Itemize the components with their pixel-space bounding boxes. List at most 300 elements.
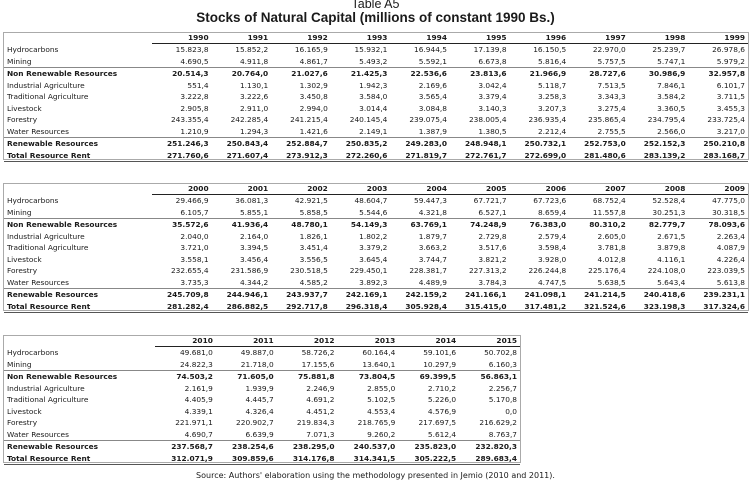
table-cell: 4.445,7	[245, 395, 274, 404]
row-label: Renewable Resources	[4, 138, 152, 150]
row-label: Forestry	[7, 418, 38, 427]
table-cell: 242.169,1	[331, 289, 391, 301]
table-cell: 5.979,2	[716, 56, 745, 66]
table-row-hydrocarbons	[4, 195, 748, 207]
table-cell: 60.164,4	[362, 348, 396, 357]
table-cell: 28.727,6	[569, 68, 629, 80]
table-row-forestry	[4, 265, 748, 277]
table-cell: 82.779,7	[629, 219, 689, 231]
table-cell: 32.957,8	[688, 68, 748, 80]
table-cell: 243.937,7	[271, 289, 331, 301]
table-cell: 238.295,0	[277, 441, 338, 453]
table-cell: 283.139,2	[629, 150, 689, 162]
row-label: Traditional Agriculture	[7, 92, 89, 101]
table-cell: 30.318,5	[712, 207, 745, 217]
table-cell: 551,4	[187, 80, 209, 90]
table-cell: 230.518,5	[290, 266, 328, 275]
table-row-forestry	[4, 417, 520, 429]
table-cell: 7.071,3	[306, 429, 335, 439]
table-cell: 52.528,4	[652, 196, 686, 205]
table-cell: 223.039,5	[707, 266, 745, 275]
table-cell: 30.986,9	[629, 68, 689, 80]
table-cell: 236.935,4	[528, 115, 567, 124]
table-cell: 3.598,4	[537, 243, 567, 252]
row-label: Industrial Agriculture	[7, 80, 85, 90]
header-corner	[4, 184, 152, 195]
header-row	[4, 33, 748, 44]
table-cell: 5.226,0	[427, 395, 457, 404]
year-header: 1996	[510, 33, 570, 44]
table-cell: 2.169,6	[418, 80, 447, 90]
table-cell: 1.421,6	[299, 126, 328, 136]
year-header: 1999	[688, 33, 748, 44]
table-cell: 17.139,8	[473, 45, 507, 54]
row-label: Livestock	[7, 406, 42, 416]
table-cell: 3.042,4	[478, 80, 507, 90]
table-row-forestry	[4, 114, 748, 126]
table-cell: 4.690,5	[180, 56, 209, 66]
table-cell: 2.263,4	[716, 231, 745, 241]
row-label: Traditional Agriculture	[7, 243, 89, 252]
row-label: Total Resource Rent	[4, 453, 155, 465]
table-cell: 4.405,9	[184, 395, 213, 404]
table-cell: 35.572,6	[152, 219, 212, 231]
table-cell: 4.690,7	[184, 429, 213, 439]
row-label: Hydrocarbons	[7, 347, 59, 357]
table-cell: 74.248,9	[450, 219, 510, 231]
table-cell: 4.691,2	[306, 395, 335, 404]
table-cell: 4.116,1	[657, 254, 686, 264]
table-row-livestock	[4, 406, 520, 418]
table-cell: 30.251,3	[652, 207, 686, 217]
header-row	[4, 336, 520, 347]
table-row-industrial-agriculture	[4, 383, 520, 395]
year-header: 2000	[152, 184, 212, 195]
table-cell: 4.489,9	[418, 277, 447, 287]
row-label: Forestry	[7, 266, 38, 275]
table-row-traditional-agriculture	[4, 242, 748, 254]
table-cell: 17.155,6	[301, 359, 335, 369]
table-cell: 49.681,0	[179, 348, 213, 357]
year-header: 2009	[688, 184, 748, 195]
table-cell: 56.863,1	[459, 371, 520, 383]
table-cell: 23.813,6	[450, 68, 510, 80]
year-header: 1994	[390, 33, 450, 44]
table-cell: 29.466,9	[175, 196, 209, 205]
table-cell: 2.911,0	[239, 103, 269, 113]
table-row-traditional-agriculture	[4, 394, 520, 406]
table-cell: 3.711,5	[716, 92, 745, 101]
table-cell: 4.321,8	[418, 207, 447, 217]
table-row-mining	[4, 56, 748, 68]
year-header: 2010	[155, 336, 216, 347]
table-cell: 314.341,5	[337, 453, 398, 465]
table-row-hydrocarbons	[4, 44, 748, 56]
table-cell: 1.302,9	[299, 80, 328, 90]
table-cell: 3.456,4	[239, 254, 269, 264]
table-cell: 286.882,5	[212, 301, 272, 313]
table-cell: 241.166,1	[450, 289, 510, 301]
table-cell: 321.524,6	[569, 301, 629, 313]
table-cell: 5.638,5	[597, 277, 626, 287]
table-cell: 3.584,2	[657, 92, 686, 101]
table-row-non-renewable-resources	[4, 371, 520, 383]
row-label: Mining	[7, 207, 32, 217]
table-cell: 323.198,3	[629, 301, 689, 313]
table-cell: 242.159,2	[390, 289, 450, 301]
table-cell: 5.643,4	[657, 277, 686, 287]
row-label: Industrial Agriculture	[7, 383, 85, 393]
table-cell: 3.207,3	[537, 103, 567, 113]
table-cell: 6.639,9	[245, 429, 274, 439]
table-cell: 238.254,6	[216, 441, 277, 453]
year-header: 1993	[331, 33, 391, 44]
table-cell: 15.932,1	[354, 45, 388, 54]
row-label: Water Resources	[7, 429, 69, 439]
table-cell: 216.629,2	[479, 418, 517, 427]
table-cell: 1.942,3	[359, 80, 388, 90]
year-header: 2012	[277, 336, 338, 347]
table-cell: 241.098,1	[510, 289, 570, 301]
table-row-mining	[4, 207, 748, 219]
table-cell: 242.285,4	[230, 115, 269, 124]
row-label: Forestry	[7, 115, 38, 124]
table-cell: 3.394,5	[239, 243, 269, 252]
table-cell: 80.310,2	[569, 219, 629, 231]
table-cell: 2.605,0	[597, 231, 626, 241]
table-cell: 3.222,6	[239, 92, 269, 101]
table-cell: 75.881,8	[277, 371, 338, 383]
table-cell: 15.823,8	[175, 45, 209, 54]
row-label: Hydrocarbons	[7, 44, 59, 54]
year-header: 2006	[510, 184, 570, 195]
table-cell: 219.834,3	[296, 418, 335, 427]
table-cell: 63.769,1	[390, 219, 450, 231]
row-label: Livestock	[7, 254, 42, 264]
table-cell: 8.659,4	[537, 207, 567, 217]
table-cell: 3.784,3	[478, 277, 507, 287]
row-label: Mining	[7, 359, 32, 369]
row-label: Non Renewable Resources	[4, 371, 155, 383]
data-table-1990-1999	[4, 33, 748, 162]
table-cell: 2.256,7	[488, 383, 517, 393]
year-header: 2005	[450, 184, 510, 195]
table-cell: 5.858,5	[299, 207, 328, 217]
table-cell: 305.928,4	[390, 301, 450, 313]
table-row-livestock	[4, 254, 748, 266]
table-cell: 2.246,9	[306, 383, 335, 393]
table-cell: 3.781,8	[597, 243, 626, 252]
table-cell: 6.101,7	[716, 80, 745, 90]
table-cell: 239.075,4	[409, 115, 447, 124]
table-cell: 8.763,7	[488, 429, 517, 439]
table-cell: 273.912,3	[271, 150, 331, 162]
table-cell: 67.723,6	[533, 196, 567, 205]
table-cell: 1.387,9	[418, 126, 447, 136]
table-cell: 69.399,5	[398, 371, 459, 383]
table-cell: 240.145,4	[349, 115, 388, 124]
table-cell: 5.544,6	[359, 207, 388, 217]
row-label: Traditional Agriculture	[7, 395, 89, 404]
table-cell: 16.944,5	[414, 45, 447, 54]
table-cell: 220.902,7	[236, 418, 274, 427]
table-cell: 5.612,4	[427, 429, 457, 439]
year-header: 2014	[398, 336, 459, 347]
table-cell: 238.005,4	[468, 115, 507, 124]
table-cell: 3.360,5	[657, 103, 686, 113]
table-cell: 251.246,3	[152, 138, 212, 150]
table-cell: 3.821,2	[478, 254, 507, 264]
table-cell: 4.553,4	[367, 406, 396, 416]
table-cell: 315.415,0	[450, 301, 510, 313]
data-table-2010-2015	[4, 336, 520, 465]
table-cell: 218.765,9	[357, 418, 396, 427]
table-cell: 4.326,4	[245, 406, 274, 416]
table-cell: 16.150,5	[533, 45, 567, 54]
table-cell: 250.210,8	[688, 138, 748, 150]
table-cell: 3.645,4	[359, 254, 388, 264]
row-label: Water Resources	[7, 277, 69, 287]
table-cell: 48.604,7	[354, 196, 388, 205]
table-cell: 2.905,8	[180, 103, 209, 113]
table-row-water-resources	[4, 277, 748, 289]
table-cell: 71.605,0	[216, 371, 277, 383]
table-cell: 76.383,0	[510, 219, 570, 231]
table-cell: 2.994,0	[299, 103, 328, 113]
table-cell: 232.655,4	[170, 266, 209, 275]
table-cell: 228.381,7	[409, 266, 447, 275]
table-cell: 6.673,8	[478, 56, 507, 66]
table-cell: 271.607,4	[212, 150, 272, 162]
table-row-non-renewable-resources	[4, 219, 748, 231]
table-cell: 3.455,3	[716, 103, 745, 113]
table-cell: 2.212,4	[537, 126, 567, 136]
table-cell: 74.503,2	[155, 371, 216, 383]
table-cell: 5.855,1	[239, 207, 269, 217]
table-row-non-renewable-resources	[4, 68, 748, 80]
year-header: 2011	[216, 336, 277, 347]
table-cell: 47.775,0	[712, 196, 745, 205]
table-cell: 229.450,1	[349, 266, 388, 275]
table-cell: 20.764,0	[212, 68, 272, 80]
table-row-renewable-resources	[4, 441, 520, 453]
table-cell: 317.481,2	[510, 301, 570, 313]
table-cell: 3.275,4	[597, 103, 626, 113]
year-header: 2003	[331, 184, 391, 195]
table-cell: 239.231,1	[688, 289, 748, 301]
table-cell: 292.717,8	[271, 301, 331, 313]
table-cell: 2.149,1	[359, 126, 388, 136]
table-cell: 59.447,3	[414, 196, 447, 205]
table-cell: 3.584,0	[359, 92, 388, 101]
table-cell: 5.816,4	[537, 56, 567, 66]
table-row-traditional-agriculture	[4, 91, 748, 103]
table-cell: 235.865,4	[588, 115, 626, 124]
table-cell: 21.425,3	[331, 68, 391, 80]
table-cell: 233.725,4	[707, 115, 745, 124]
table-cell: 49.887,0	[240, 348, 274, 357]
table-cell: 22.536,6	[390, 68, 450, 80]
table-row-industrial-agriculture	[4, 80, 748, 92]
table-cell: 5.592,1	[418, 56, 447, 66]
table-row-total-resource-rent	[4, 150, 748, 162]
table-cell: 231.586,9	[230, 266, 269, 275]
table-row-water-resources	[4, 429, 520, 441]
table-cell: 243.355,4	[170, 115, 209, 124]
table-cell: 241.215,4	[290, 115, 328, 124]
table-cell: 21.966,9	[510, 68, 570, 80]
table-cell: 3.735,3	[180, 277, 209, 287]
table-cell: 312.071,9	[155, 453, 216, 465]
data-table-2000-2009	[4, 184, 748, 313]
table-cell: 252.152,3	[629, 138, 689, 150]
table-cell: 289.683,4	[459, 453, 520, 465]
table-cell: 1.802,2	[359, 231, 388, 241]
table-cell: 3.744,7	[418, 254, 447, 264]
table-cell: 5.613,8	[716, 277, 745, 287]
table-cell: 250.843,4	[212, 138, 272, 150]
table-row-livestock	[4, 103, 748, 115]
row-label: Total Resource Rent	[4, 301, 152, 313]
table-cell: 59.101,6	[423, 348, 457, 357]
table-cell: 232.820,3	[459, 441, 520, 453]
table-cell: 3.343,3	[597, 92, 626, 101]
table-cell: 21.027,6	[271, 68, 331, 80]
table-cell: 11.557,8	[592, 207, 626, 217]
year-header: 2001	[212, 184, 272, 195]
table-cell: 4.339,1	[184, 406, 213, 416]
table-cell: 2.671,5	[657, 231, 686, 241]
table-cell: 5.170,8	[488, 395, 517, 404]
table-cell: 5.757,5	[597, 56, 626, 66]
table-cell: 3.556,5	[299, 254, 328, 264]
table-cell: 221.971,1	[175, 418, 213, 427]
table-cell: 3.663,2	[418, 243, 447, 252]
table-cell: 3.084,8	[418, 103, 447, 113]
table-cell: 240.537,0	[337, 441, 398, 453]
table-cell: 271.819,7	[390, 150, 450, 162]
table-cell: 227.313,2	[468, 266, 507, 275]
table-row-industrial-agriculture	[4, 231, 748, 243]
table-cell: 1.939,9	[245, 383, 274, 393]
row-label: Hydrocarbons	[7, 195, 59, 205]
table-cell: 36.081,3	[235, 196, 269, 205]
year-header: 2008	[629, 184, 689, 195]
year-header: 1997	[569, 33, 629, 44]
year-header: 2007	[569, 184, 629, 195]
table-cell: 237.568,7	[155, 441, 216, 453]
table-cell: 5.493,2	[359, 56, 388, 66]
table-cell: 305.222,5	[398, 453, 459, 465]
year-header: 1995	[450, 33, 510, 44]
table-cell: 2.729,8	[478, 231, 507, 241]
header-row	[4, 184, 748, 195]
table-cell: 314.176,8	[277, 453, 338, 465]
table-row-total-resource-rent	[4, 453, 520, 465]
row-label: Total Resource Rent	[4, 150, 152, 162]
table-row-total-resource-rent	[4, 301, 748, 313]
table-cell: 317.324,6	[688, 301, 748, 313]
year-header: 1992	[271, 33, 331, 44]
table-cell: 252.884,7	[271, 138, 331, 150]
table-cell: 25.239,7	[652, 45, 686, 54]
table-cell: 3.217,0	[716, 126, 745, 136]
table-cell: 3.879,8	[657, 243, 686, 252]
year-header: 1998	[629, 33, 689, 44]
table-cell: 252.753,0	[569, 138, 629, 150]
row-label: Renewable Resources	[4, 289, 152, 301]
table-cell: 272.260,6	[331, 150, 391, 162]
table-cell: 2.164,0	[239, 231, 269, 241]
table-cell: 248.948,1	[450, 138, 510, 150]
table-cell: 234.795,4	[647, 115, 686, 124]
table-subtitle: Stocks of Natural Capital (millions of constant 1990 Bs.)	[196, 10, 555, 25]
table-cell: 3.450,8	[299, 92, 328, 101]
source-note: Source: Authors' elaboration using the methodology presented in Jemio (2010 and 2011).	[196, 471, 555, 480]
table-cell: 225.176,4	[588, 266, 626, 275]
table-cell: 4.344,2	[239, 277, 269, 287]
table-cell: 226.244,8	[528, 266, 567, 275]
table-cell: 16.165,9	[294, 45, 328, 54]
table-cell: 3.014,4	[359, 103, 388, 113]
year-header: 2004	[390, 184, 450, 195]
table-cell: 20.514,3	[152, 68, 212, 80]
table-cell: 4.012,8	[597, 254, 626, 264]
table-cell: 241.214,5	[569, 289, 629, 301]
row-label: Mining	[7, 56, 32, 66]
table-cell: 235.823,0	[398, 441, 459, 453]
table-cell: 6.105,7	[180, 207, 209, 217]
table-cell: 4.911,8	[239, 56, 269, 66]
year-header: 2013	[337, 336, 398, 347]
table-cell: 3.379,4	[478, 92, 507, 101]
table-cell: 1.294,3	[239, 126, 269, 136]
table-cell: 3.140,3	[478, 103, 507, 113]
table-cell: 1.210,9	[180, 126, 209, 136]
table-cell: 2.566,0	[657, 126, 686, 136]
header-corner	[4, 336, 155, 347]
table-cell: 3.517,6	[478, 243, 507, 252]
table-cell: 7.513,5	[597, 80, 626, 90]
row-label: Water Resources	[7, 126, 69, 136]
table-cell: 5.102,5	[367, 395, 396, 404]
table-cell: 3.258,3	[537, 92, 567, 101]
table-row-renewable-resources	[4, 289, 748, 301]
table-cell: 283.168,7	[688, 150, 748, 162]
table-cell: 4.087,9	[716, 243, 745, 252]
table-cell: 3.565,4	[418, 92, 447, 101]
table-title: Table A5	[351, 0, 400, 11]
row-label: Industrial Agriculture	[7, 231, 85, 241]
table-cell: 24.822,3	[179, 359, 213, 369]
table-row-mining	[4, 359, 520, 371]
table-cell: 272.699,0	[510, 150, 570, 162]
table-cell: 249.283,0	[390, 138, 450, 150]
table-cell: 6.527,1	[478, 207, 507, 217]
row-label: Livestock	[7, 103, 42, 113]
table-cell: 68.752,4	[592, 196, 626, 205]
year-header: 1990	[152, 33, 212, 44]
table-row-water-resources	[4, 126, 748, 138]
row-label: Non Renewable Resources	[4, 219, 152, 231]
table-cell: 281.480,6	[569, 150, 629, 162]
table-cell: 296.318,4	[331, 301, 391, 313]
table-cell: 10.297,9	[423, 359, 457, 369]
table-cell: 2.579,4	[537, 231, 567, 241]
table-cell: 50.702,8	[484, 348, 517, 357]
table-row-renewable-resources	[4, 138, 748, 150]
table-cell: 240.418,6	[629, 289, 689, 301]
